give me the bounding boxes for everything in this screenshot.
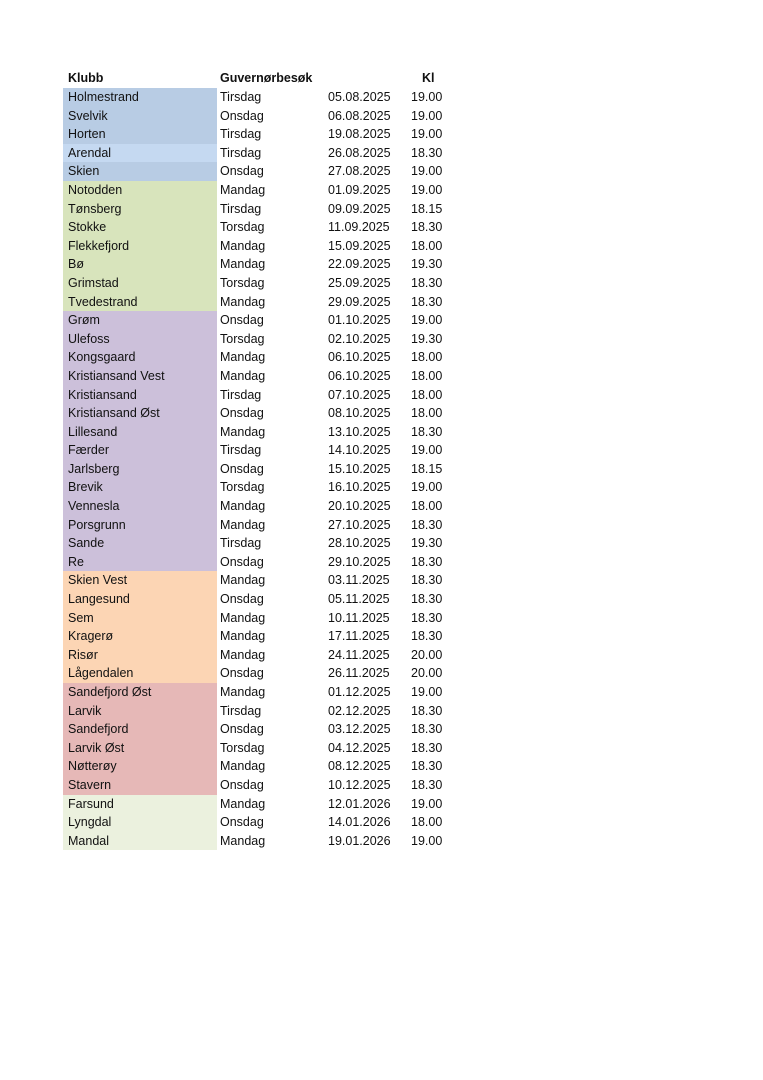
club-name-cell: Kristiansand Øst <box>63 404 217 423</box>
weekday-cell: Tirsdag <box>220 536 262 551</box>
time-cell: 19.00 <box>411 443 443 458</box>
time-cell: 18.30 <box>411 424 443 439</box>
club-name-cell: Ulefoss <box>63 330 217 349</box>
date-cell: 29.10.2025 <box>328 554 391 569</box>
time-cell: 18.30 <box>411 722 443 737</box>
weekday-cell: Tirsdag <box>220 201 262 216</box>
date-cell: 07.10.2025 <box>328 387 391 402</box>
table-row <box>63 125 463 144</box>
table-row <box>63 832 463 851</box>
club-name-cell: Sande <box>63 534 217 553</box>
weekday-cell: Onsdag <box>220 592 264 607</box>
date-cell: 14.01.2026 <box>328 815 391 830</box>
table-row <box>63 720 463 739</box>
weekday-cell: Mandag <box>220 833 266 848</box>
date-cell: 01.12.2025 <box>328 685 391 699</box>
weekday-cell: Onsdag <box>220 815 264 830</box>
time-cell: 18.30 <box>411 275 443 290</box>
table-row <box>63 795 463 814</box>
time-cell: 18.00 <box>411 350 443 365</box>
table-row <box>63 423 463 442</box>
header-row <box>63 69 463 88</box>
time-cell: 19.30 <box>411 257 443 272</box>
club-name-cell: Jarlsberg <box>63 460 217 479</box>
table-row <box>63 255 463 274</box>
time-cell: 18.30 <box>411 759 443 774</box>
weekday-cell: Onsdag <box>220 406 264 421</box>
weekday-cell: Onsdag <box>220 666 264 681</box>
time-cell: 18.00 <box>411 238 443 253</box>
table-row <box>63 776 463 795</box>
time-cell: 20.00 <box>411 666 443 681</box>
club-name-cell: Kongsgaard <box>63 348 217 367</box>
table-row <box>63 664 463 683</box>
table-row <box>63 609 463 628</box>
time-cell: 18.00 <box>411 499 443 514</box>
table-row <box>63 367 463 386</box>
table-row <box>63 311 463 330</box>
weekday-cell: Onsdag <box>220 164 264 179</box>
weekday-cell: Tirsdag <box>220 443 262 458</box>
weekday-cell: Mandag <box>220 257 266 272</box>
date-cell: 24.11.2025 <box>328 647 390 662</box>
club-name-cell: Flekkefjord <box>63 237 217 256</box>
date-cell: 03.11.2025 <box>328 573 390 588</box>
club-name-cell: Farsund <box>63 795 217 814</box>
club-name-cell: Horten <box>63 125 217 144</box>
weekday-cell: Mandag <box>220 182 266 197</box>
weekday-cell: Onsdag <box>220 313 264 328</box>
table-row <box>63 218 463 237</box>
table-row <box>63 386 463 405</box>
time-cell: 19.00 <box>411 108 443 123</box>
date-cell: 15.09.2025 <box>328 238 391 253</box>
club-name-cell: Færder <box>63 441 217 460</box>
club-name-cell: Risør <box>63 646 217 665</box>
table-row <box>63 274 463 293</box>
club-name-cell: Brevik <box>63 478 217 497</box>
time-cell: 20.00 <box>411 647 443 662</box>
weekday-cell: Mandag <box>220 573 266 588</box>
date-cell: 09.09.2025 <box>328 201 391 216</box>
club-name-cell: Stokke <box>63 218 217 237</box>
table-row <box>63 162 463 181</box>
date-cell: 10.12.2025 <box>328 777 391 792</box>
weekday-cell: Mandag <box>220 238 266 253</box>
weekday-cell: Mandag <box>220 796 266 811</box>
date-cell: 26.11.2025 <box>328 666 390 681</box>
table-row <box>63 516 463 535</box>
time-cell: 19.00 <box>411 127 443 142</box>
table-row <box>63 739 463 758</box>
table-row <box>63 404 463 423</box>
date-cell: 05.11.2025 <box>328 592 390 607</box>
time-cell: 18.30 <box>411 294 443 309</box>
date-cell: 25.09.2025 <box>328 275 391 290</box>
date-cell: 02.10.2025 <box>328 331 391 346</box>
date-cell: 15.10.2025 <box>328 461 391 476</box>
date-cell: 19.08.2025 <box>328 127 391 142</box>
club-name-cell: Grøm <box>63 311 217 330</box>
header-klubb: Klubb <box>68 71 104 85</box>
table-row <box>63 293 463 312</box>
time-cell: 18.15 <box>411 461 443 476</box>
time-cell: 19.00 <box>411 480 443 495</box>
date-cell: 27.08.2025 <box>328 164 391 179</box>
club-name-cell: Larvik <box>63 702 217 721</box>
table-row <box>63 702 463 721</box>
weekday-cell: Tirsdag <box>220 703 262 718</box>
time-cell: 18.30 <box>411 740 443 755</box>
header-kl: Kl <box>422 71 435 85</box>
weekday-cell: Mandag <box>220 294 266 309</box>
club-name-cell: Larvik Øst <box>63 739 217 758</box>
date-cell: 06.10.2025 <box>328 368 391 383</box>
table-row <box>63 571 463 590</box>
club-name-cell: Lyngdal <box>63 813 217 832</box>
time-cell: 18.30 <box>411 573 443 588</box>
weekday-cell: Torsdag <box>220 740 265 755</box>
club-name-cell: Mandal <box>63 832 217 851</box>
time-cell: 19.30 <box>411 331 443 346</box>
weekday-cell: Mandag <box>220 517 266 532</box>
club-name-cell: Sandefjord Øst <box>63 683 217 702</box>
club-name-cell: Lillesand <box>63 423 217 442</box>
table-row <box>63 88 463 107</box>
date-cell: 17.11.2025 <box>328 629 390 644</box>
table-row <box>63 646 463 665</box>
table-row <box>63 200 463 219</box>
weekday-cell: Mandag <box>220 368 266 383</box>
date-cell: 06.10.2025 <box>328 350 391 365</box>
club-name-cell: Notodden <box>63 181 217 200</box>
club-name-cell: Stavern <box>63 776 217 795</box>
club-name-cell: Langesund <box>63 590 217 609</box>
time-cell: 18.30 <box>411 592 443 607</box>
time-cell: 18.30 <box>411 629 443 644</box>
date-cell: 20.10.2025 <box>328 499 391 514</box>
weekday-cell: Mandag <box>220 424 266 439</box>
date-cell: 08.10.2025 <box>328 406 391 421</box>
time-cell: 19.00 <box>411 182 443 197</box>
weekday-cell: Torsdag <box>220 220 265 235</box>
club-name-cell: Tønsberg <box>63 200 217 219</box>
time-cell: 18.00 <box>411 387 443 402</box>
table-row <box>63 460 463 479</box>
date-cell: 27.10.2025 <box>328 517 391 532</box>
time-cell: 19.00 <box>411 833 443 848</box>
club-name-cell: Sem <box>63 609 217 628</box>
weekday-cell: Mandag <box>220 629 266 644</box>
club-name-cell: Skien Vest <box>63 571 217 590</box>
time-cell: 18.30 <box>411 703 443 718</box>
time-cell: 18.00 <box>411 368 443 383</box>
table-row <box>63 478 463 497</box>
table-row <box>63 757 463 776</box>
weekday-cell: Onsdag <box>220 108 264 123</box>
date-cell: 10.11.2025 <box>328 610 390 625</box>
date-cell: 12.01.2026 <box>328 796 391 811</box>
weekday-cell: Tirsdag <box>220 145 262 160</box>
weekday-cell: Onsdag <box>220 554 264 569</box>
weekday-cell: Tirsdag <box>220 387 262 402</box>
weekday-cell: Tirsdag <box>220 127 262 142</box>
table-body <box>63 88 463 850</box>
table-row <box>63 497 463 516</box>
weekday-cell: Onsdag <box>220 722 264 737</box>
time-cell: 18.30 <box>411 610 443 625</box>
time-cell: 19.00 <box>411 313 443 328</box>
schedule-table <box>63 69 463 850</box>
date-cell: 01.10.2025 <box>328 313 391 328</box>
table-row <box>63 590 463 609</box>
date-cell: 19.01.2026 <box>328 833 391 848</box>
table-row <box>63 237 463 256</box>
date-cell: 01.09.2025 <box>328 182 391 197</box>
club-name-cell: Bø <box>63 255 217 274</box>
date-cell: 16.10.2025 <box>328 480 391 495</box>
club-name-cell: Svelvik <box>63 107 217 126</box>
table-row <box>63 107 463 126</box>
time-cell: 18.30 <box>411 220 443 235</box>
date-cell: 26.08.2025 <box>328 145 391 160</box>
club-name-cell: Sandefjord <box>63 720 217 739</box>
table-row <box>63 348 463 367</box>
time-cell: 19.00 <box>411 164 443 179</box>
time-cell: 18.30 <box>411 554 443 569</box>
table-row <box>63 627 463 646</box>
date-cell: 13.10.2025 <box>328 424 391 439</box>
weekday-cell: Mandag <box>220 647 266 662</box>
time-cell: 18.00 <box>411 815 443 830</box>
table-row <box>63 553 463 572</box>
table-row <box>63 813 463 832</box>
club-name-cell: Tvedestrand <box>63 293 217 312</box>
date-cell: 06.08.2025 <box>328 108 391 123</box>
date-cell: 28.10.2025 <box>328 536 391 551</box>
time-cell: 19.00 <box>411 90 443 104</box>
weekday-cell: Torsdag <box>220 331 265 346</box>
weekday-cell: Mandag <box>220 685 266 699</box>
date-cell: 08.12.2025 <box>328 759 391 774</box>
date-cell: 05.08.2025 <box>328 90 391 104</box>
table-row <box>63 683 463 702</box>
time-cell: 18.30 <box>411 145 443 160</box>
time-cell: 18.30 <box>411 777 443 792</box>
weekday-cell: Torsdag <box>220 275 265 290</box>
club-name-cell: Holmestrand <box>63 88 217 107</box>
time-cell: 19.00 <box>411 796 443 811</box>
club-name-cell: Lågendalen <box>63 664 217 683</box>
table-row <box>63 181 463 200</box>
table-row <box>63 534 463 553</box>
weekday-cell: Mandag <box>220 499 266 514</box>
table-row <box>63 441 463 460</box>
date-cell: 22.09.2025 <box>328 257 391 272</box>
table-row <box>63 144 463 163</box>
table-row <box>63 330 463 349</box>
time-cell: 19.00 <box>411 685 443 699</box>
date-cell: 03.12.2025 <box>328 722 391 737</box>
weekday-cell: Onsdag <box>220 777 264 792</box>
date-cell: 11.09.2025 <box>328 220 390 235</box>
club-name-cell: Re <box>63 553 217 572</box>
date-cell: 04.12.2025 <box>328 740 391 755</box>
weekday-cell: Mandag <box>220 759 266 774</box>
club-name-cell: Kristiansand Vest <box>63 367 217 386</box>
time-cell: 18.30 <box>411 517 443 532</box>
date-cell: 14.10.2025 <box>328 443 391 458</box>
club-name-cell: Grimstad <box>63 274 217 293</box>
club-name-cell: Skien <box>63 162 217 181</box>
weekday-cell: Torsdag <box>220 480 265 495</box>
club-name-cell: Kristiansand <box>63 386 217 405</box>
weekday-cell: Mandag <box>220 610 266 625</box>
time-cell: 18.00 <box>411 406 443 421</box>
weekday-cell: Mandag <box>220 350 266 365</box>
club-name-cell: Vennesla <box>63 497 217 516</box>
weekday-cell: Tirsdag <box>220 90 262 104</box>
date-cell: 02.12.2025 <box>328 703 391 718</box>
date-cell: 29.09.2025 <box>328 294 391 309</box>
club-name-cell: Arendal <box>63 144 217 163</box>
club-name-cell: Kragerø <box>63 627 217 646</box>
header-guvernorbesok: Guvernørbesøk <box>220 71 313 85</box>
club-name-cell: Porsgrunn <box>63 516 217 535</box>
time-cell: 18.15 <box>411 201 443 216</box>
club-name-cell: Nøtterøy <box>63 757 217 776</box>
weekday-cell: Onsdag <box>220 461 264 476</box>
time-cell: 19.30 <box>411 536 443 551</box>
